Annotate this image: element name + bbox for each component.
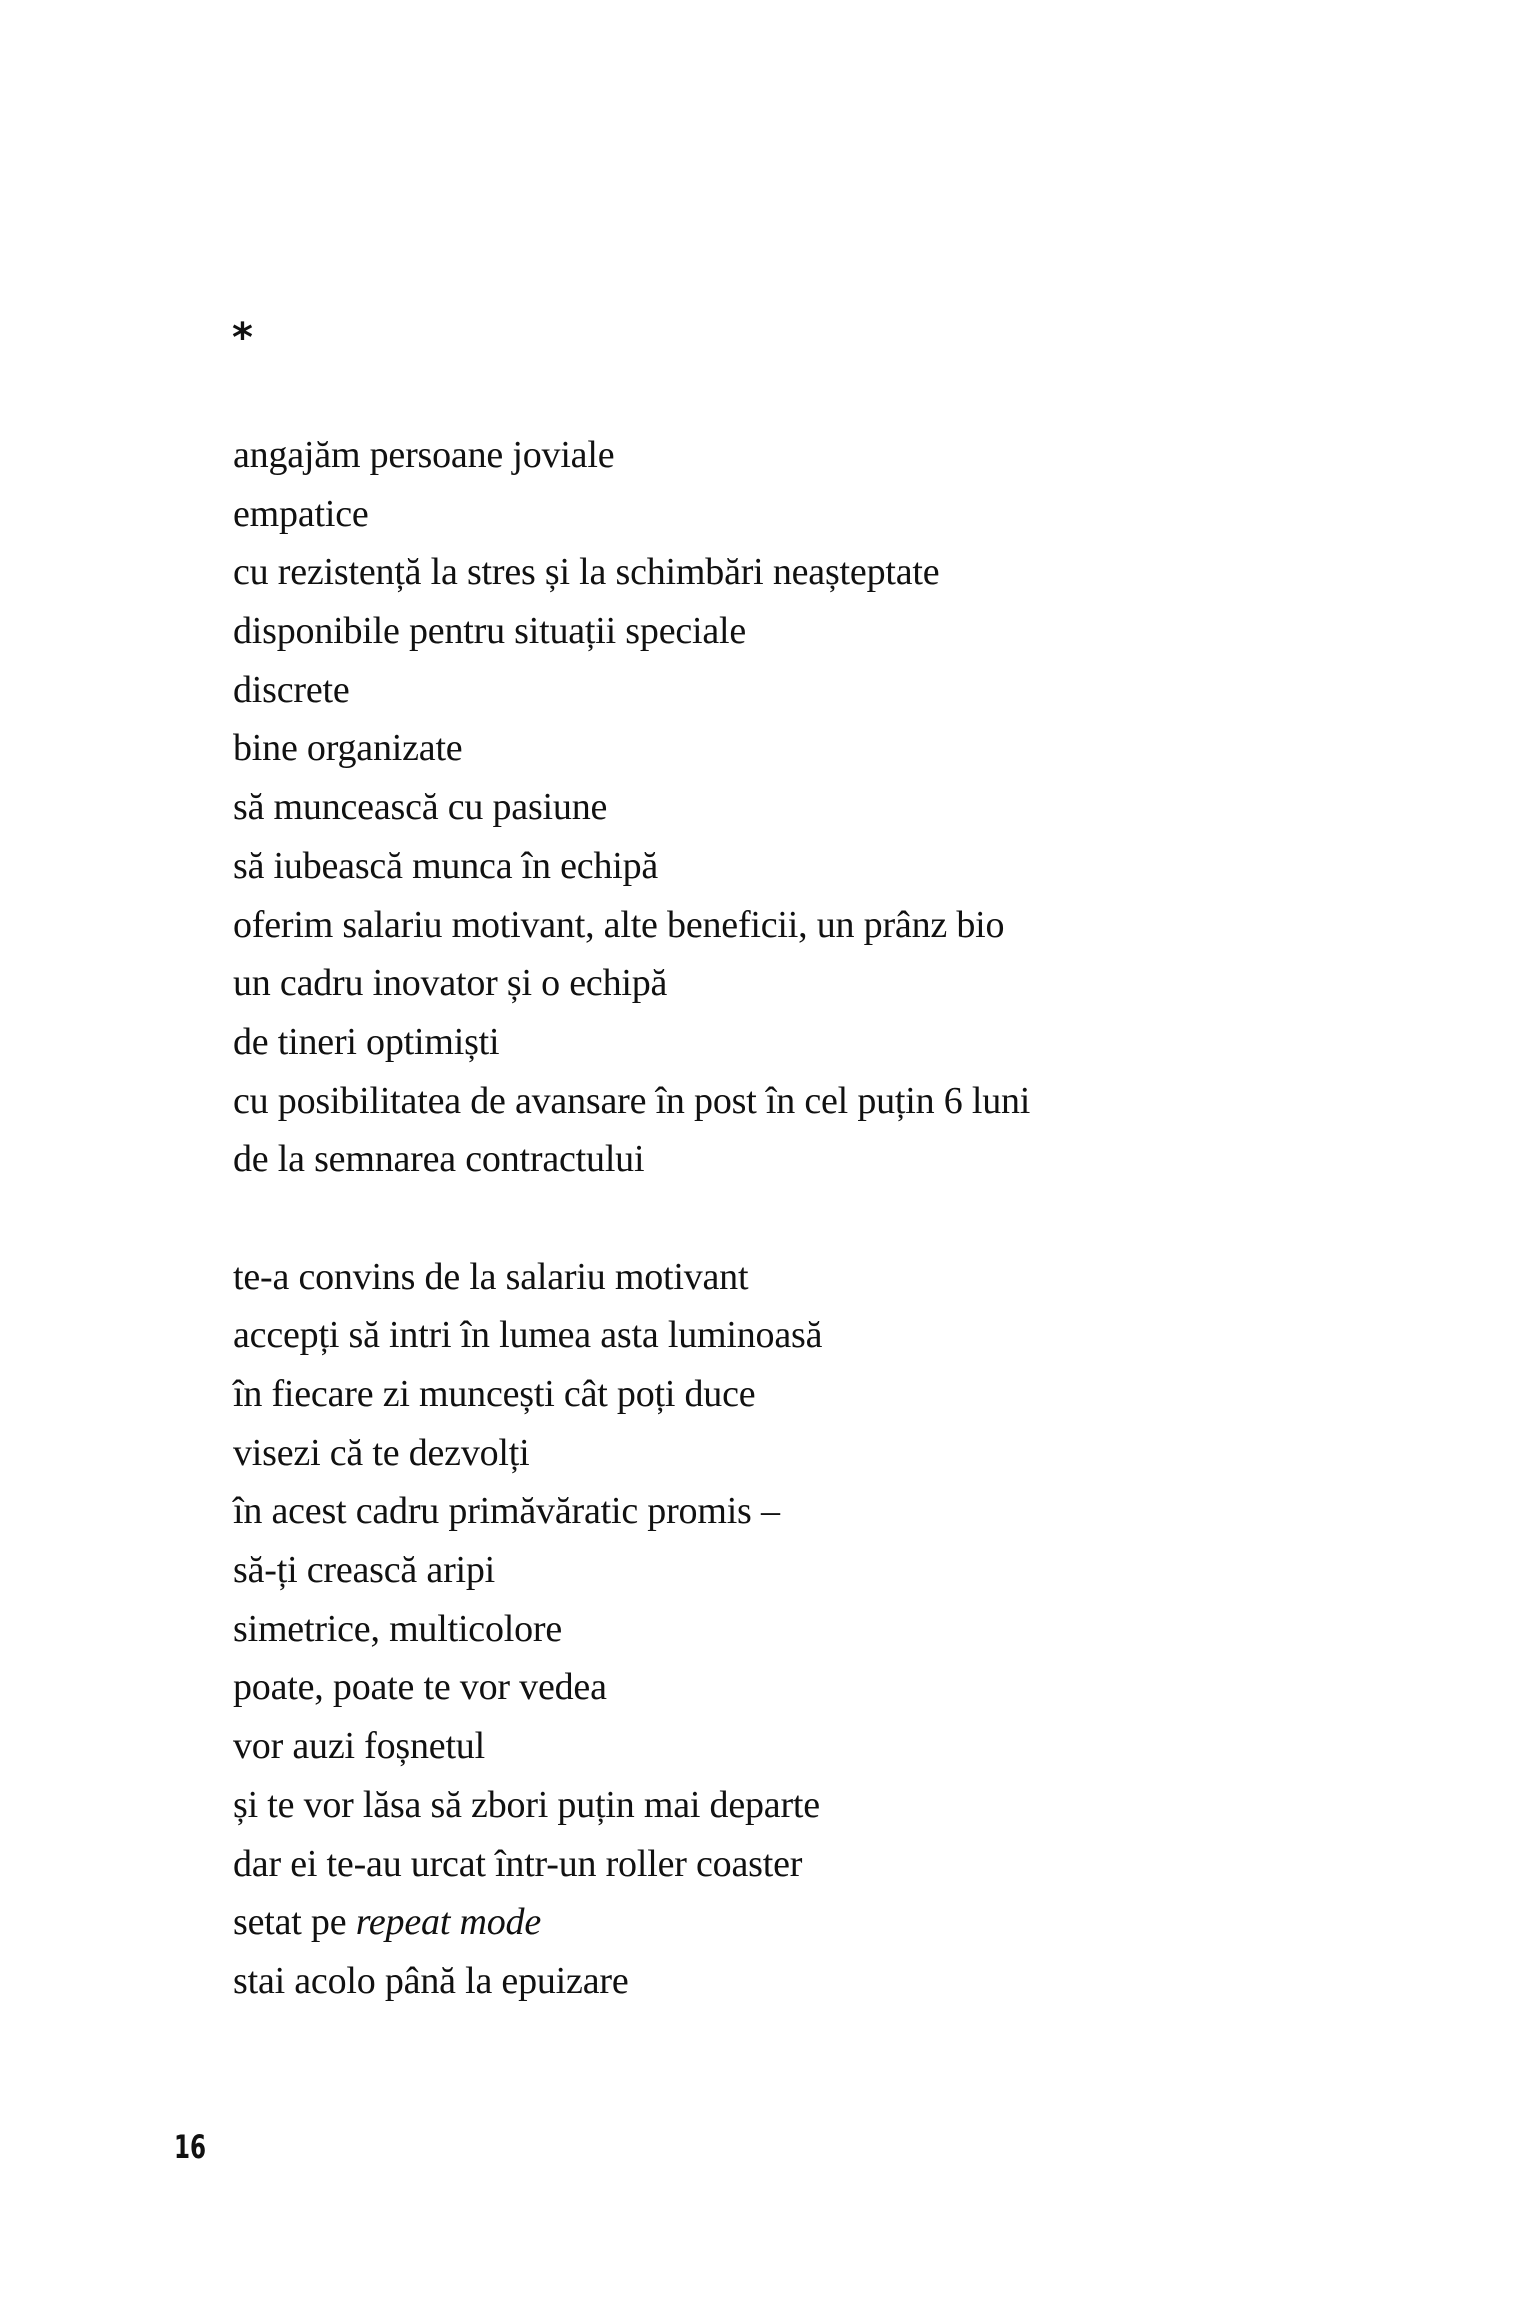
poem-line: și te vor lăsa să zbori puțin mai departe: [233, 1783, 820, 1826]
poem-line: să muncească cu pasiune: [233, 786, 608, 829]
stanza-2: [233, 1248, 1030, 2011]
stanza-1: [233, 426, 1030, 1189]
poem-line: să iubească munca în echipă: [233, 844, 659, 887]
poem-line: angajăm persoane joviale: [233, 434, 615, 476]
poem-body: [233, 426, 1030, 2011]
poem-line: cu posibilitatea de avansare în post în cel puțin 6 luni: [233, 1079, 1031, 1122]
poem-line: empatice: [233, 492, 369, 535]
italic-phrase: repeat mode: [355, 1901, 541, 1944]
poem-line: oferim salariu motivant, alte beneficii, un prânz bio: [233, 903, 1005, 946]
poem-line: să-ți crească aripi: [233, 1549, 496, 1592]
poem-line-italic: [233, 1893, 1030, 1952]
poem-line: poate, poate te vor vedea: [233, 1666, 607, 1709]
line-prefix: setat pe: [233, 1901, 356, 1944]
poem-line: te-a convins de la salariu motivant: [233, 1255, 749, 1298]
poem-line: accepți să intri în lumea asta luminoasă: [233, 1314, 823, 1357]
poem-line: de tineri optimiști: [233, 1020, 500, 1063]
poem-line: simetrice, multicolore: [233, 1607, 563, 1650]
poem-line: bine organizate: [233, 727, 463, 770]
poem-line: în acest cadru primăvăratic promis –: [233, 1490, 780, 1533]
poem-line: stai acolo până la epuizare: [233, 1959, 629, 2002]
poem-line: în fiecare zi muncești cât poți duce: [233, 1373, 756, 1415]
poem-line: visezi că te dezvolți: [233, 1431, 530, 1474]
poem-line: discrete: [233, 668, 350, 711]
poem-line: de la semnarea contractului: [233, 1138, 645, 1181]
poem-line: disponibile pentru situații speciale: [233, 610, 747, 653]
poem-line: un cadru inovator și o echipă: [233, 962, 668, 1005]
poem-line: dar ei te-au urcat într-un roller coaster: [233, 1842, 803, 1885]
poem-line: vor auzi foșnetul: [233, 1725, 485, 1768]
poem-line: cu rezistență la stres și la schimbări neașteptate: [233, 551, 940, 594]
section-separator-asterisk: *: [232, 315, 253, 361]
page-number: 16: [174, 2128, 207, 2166]
